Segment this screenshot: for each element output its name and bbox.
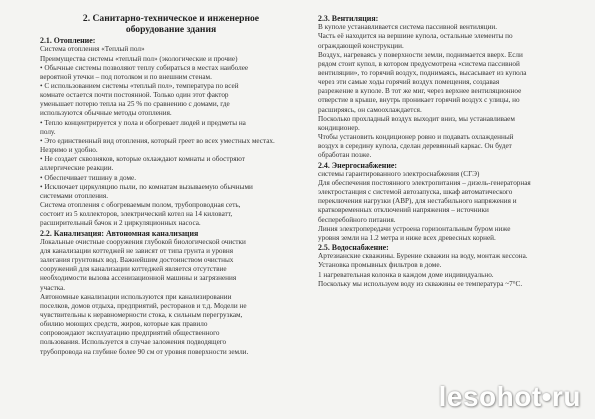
section-title: 2. Санитарно-техническое и инженерное оборудование здания [82,13,260,35]
water-text: Артезианские скважины. Бурение скважин на воду, монтаж кессона. Установка промывных фильтров в доме. 1 нагревательная колонка в каждом доме индивидуально. Поскольку мы используем воду из скважины ее температура ~7°C. [318,252,528,288]
power-text: системы гарантированного электроснабжения (СГЭ) Для обеспечения постоянного электропитания – дизель-генераторная электростанция с системой автозапуска, шкаф автоматического переключения нагрузки (АВР), для нестабильного напряжения и кратковременных отключений напряжения – источники бесперебойного питания. Линия электропередачи устроена горизонтальным буром ниже уровня земли на 1.2 метра и ниже всех древесных корней. [318,169,531,242]
heating-heading: 2.1. Отопление: [40,36,96,46]
power-heading: 2.4. Энергоснабжение: [318,160,398,170]
sewer-text: Локальные очистные сооружения глубокой биологической очистки для канализации коттеджей не зависят от типа грунта и уровня залегания грунтовых вод. Важнейшим достоинством очистных сооружений для канализации коттеджей является отсутствие необходимости вызова ассенизационной машины и загрязнения участка. Автономные канализации используются при канализировании поселков, домов отдыха, предприятий, ресторанов и т.д. Модели не чувствительны к неравномерности стока, к сильным перегрузкам, обилию моющих средств, жиров, которые как правило сопровождают эксплуатацию предприятий общественного пользования. Используется в случае заложения подводящего трубопровода на глубине более 90 см от уровня поверхности земли. [40,237,249,356]
heating-text: Система отопления «Теплый пол» Преимущества системы «теплый пол» (экологические и прочие) • Обычные системы позволяют теплу собираться в местах наиболее вероятной утечки – под потолком и по внешним стенам. • С использованием системы «теплый пол», температура по всей комнате остается почти постоянной. Только один этот фактор уменьшает потерю тепла на 25 % по сравнению с домами, где используются обычные методы отопления. • Тепло концентрируется у пола и обогревает людей и предметы на полу. • Это единственный вид отопления, который греет во всех уместных местах. Незримо и удобно. • Не создает сквозняков, которые охлаждают комнаты и обостряют аллергические реакции. • Обеспечивает тишину в доме. • Исключает циркуляцию пыли, по комнатам вызываемую обычными системами отопления. Система отопления с обогреваемым полом, трубопроводная сеть, состоит из 5 коллекторов, электрический котел на 14 киловатт, расширительный бачок и 2 циркуляционных насоса. [40,45,275,228]
sewer-heading: 2.2. Канализация: Автономная канализация [40,228,199,238]
watermark: lesohot•ru [438,381,581,412]
ventilation-text: В куполе устанавливается система пассивной вентиляции. Часть её находится на вершине купола, остальные элементы по ограждающей конструкции. Воздух, нагреваясь у поверхности земли, поднимается вверх. Если рядом стоит купол, в котором предусмотрена «система пассивной вентиляции», то горячий воздух, поднимаясь, высасывает из купола через эти самые ходы горячий воздух помещения, создавая разрежение в куполе. В тот же миг, через верхнее вентиляционное отверстие в крыше, внутрь проникает горячий воздух с улицы, но расширяясь, он самоохлаждается. Посколько прохладный воздух выходит вниз, мы устанавливаем кондиционер. Чтобы установить кондиционер ровно и подавать охлажденный воздух в середину купола, сделан деревянный каркас. Он будет обработан позже. [318,23,527,160]
left-column [40,14,302,357]
right-column [318,14,570,289]
water-heading: 2.5. Водоснабжение: [318,243,389,252]
ventilation-heading: 2.3. Вентиляция: [318,14,379,23]
